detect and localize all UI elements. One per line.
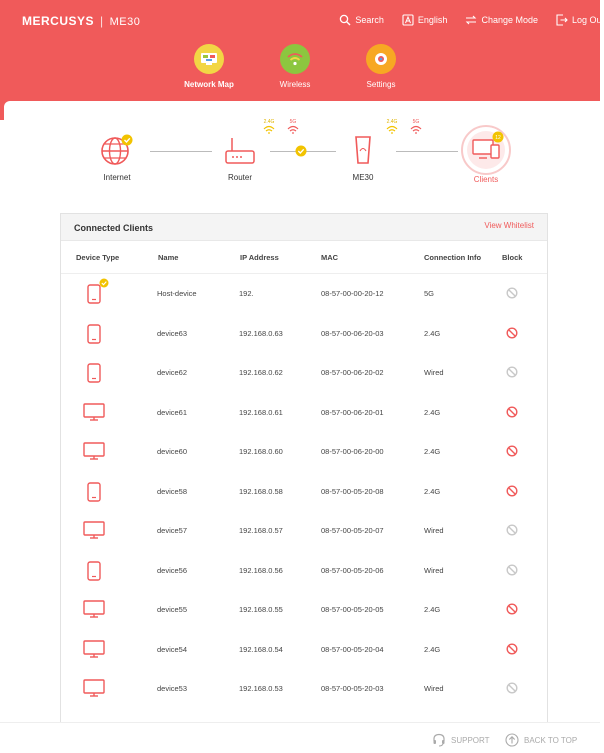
- search-icon: [339, 14, 351, 26]
- settings-gear-icon: [366, 44, 396, 74]
- desktop-icon: [83, 403, 105, 425]
- support-label: SUPPORT: [451, 735, 490, 745]
- client-mac: 08-57-00-05-20-05: [321, 605, 384, 614]
- globe-icon: [100, 133, 134, 167]
- client-ip: 192.168.0.61: [239, 407, 283, 417]
- client-name: device54: [157, 644, 188, 654]
- extender-icon: [351, 133, 375, 167]
- client-name: device58: [157, 486, 188, 496]
- block-toggle-icon[interactable]: [506, 406, 518, 418]
- internet-router-link: [150, 151, 212, 152]
- table-row: [61, 551, 547, 591]
- tab-settings[interactable]: [352, 44, 410, 100]
- table-row: [61, 353, 547, 393]
- block-toggle-icon[interactable]: [506, 564, 518, 576]
- client-connection: 2.4G: [424, 328, 441, 338]
- client-name: device62: [157, 368, 188, 377]
- client-mac: 08-57-00-06-20-02: [321, 368, 384, 377]
- client-ip: 192.168.0.60: [239, 447, 283, 456]
- table-row: [61, 511, 547, 551]
- table-header: [61, 241, 547, 274]
- client-connection: 2.4G: [424, 407, 441, 417]
- tab-wireless-label: Wireless: [279, 80, 311, 89]
- wifi-icon: [287, 125, 299, 134]
- client-connection: 2.4G: [424, 644, 441, 654]
- search-button[interactable]: [339, 14, 384, 26]
- table-row: [61, 274, 547, 314]
- client-mac: 08-57-00-05-20-07: [321, 526, 384, 535]
- block-toggle-icon[interactable]: [506, 445, 518, 457]
- extender-band-24: [385, 119, 399, 136]
- table-row: [61, 432, 547, 472]
- page-footer: [0, 722, 600, 753]
- tab-network-map-label: Network Map: [184, 80, 234, 89]
- client-name: device63: [157, 328, 188, 338]
- client-mac: 08-57-00-05-20-03: [321, 684, 384, 693]
- tab-settings-label: Settings: [366, 80, 396, 89]
- client-connection: Wired: [424, 565, 444, 575]
- client-mac: 08-57-00-06-20-00: [321, 447, 384, 456]
- headset-icon: [432, 733, 446, 747]
- block-toggle-icon[interactable]: [506, 603, 518, 615]
- client-name: device60: [157, 447, 188, 456]
- router-band-5-label: 5G: [289, 119, 297, 125]
- model-name: ME30: [109, 16, 141, 28]
- client-connection: 2.4G: [424, 447, 441, 456]
- language-label: English: [417, 15, 448, 25]
- client-connection: Wired: [424, 526, 444, 535]
- phone-icon: [87, 561, 101, 583]
- desktop-icon: [83, 442, 105, 464]
- client-connection: Wired: [424, 368, 444, 377]
- clients-node[interactable]: [460, 125, 512, 184]
- main-panel: [4, 101, 600, 753]
- tab-wireless[interactable]: [266, 44, 324, 100]
- router-band-24: [262, 119, 276, 136]
- language-button[interactable]: [402, 14, 448, 26]
- extender-node[interactable]: [340, 133, 386, 182]
- client-mac: 08-57-00-00-20-12: [321, 289, 384, 298]
- client-mac: 08-57-00-05-20-08: [321, 486, 384, 496]
- client-mac: 08-57-00-06-20-01: [321, 407, 384, 417]
- table-row: [61, 630, 547, 670]
- client-mac: 08-57-00-05-20-04: [321, 644, 384, 654]
- router-label: Router: [227, 173, 252, 182]
- network-topology: [4, 101, 600, 211]
- tab-network-map[interactable]: [180, 44, 238, 100]
- back-to-top-link[interactable]: [505, 733, 577, 747]
- block-toggle-icon[interactable]: [506, 287, 518, 299]
- extender-label: ME30: [352, 173, 374, 182]
- client-name: Host-device: [157, 289, 197, 298]
- client-name: device56: [157, 565, 188, 575]
- client-name: device53: [157, 684, 188, 693]
- client-name: device55: [157, 605, 188, 614]
- top-nav: [339, 14, 604, 26]
- card-header: [61, 214, 547, 241]
- client-ip: 192.168.0.54: [239, 644, 283, 654]
- client-connection: 2.4G: [424, 605, 441, 614]
- svg-text:12: 12: [495, 135, 501, 141]
- internet-label: Internet: [103, 173, 131, 182]
- client-ip: 192.: [239, 289, 254, 298]
- brand-name: MERCUSYS: [22, 14, 95, 28]
- desktop-icon: [83, 679, 105, 701]
- table-row: [61, 669, 547, 709]
- client-name: device61: [157, 407, 188, 417]
- client-connection: 5G: [424, 289, 435, 298]
- client-ip: 192.168.0.62: [239, 368, 283, 377]
- connected-check-icon: [295, 145, 307, 157]
- arrow-up-icon: [505, 733, 519, 747]
- router-icon: [223, 135, 257, 167]
- swap-icon: [465, 14, 477, 26]
- desktop-icon: [83, 600, 105, 622]
- extender-clients-link: [396, 151, 458, 152]
- logout-icon: [556, 14, 568, 26]
- search-label: Search: [355, 15, 384, 25]
- wifi-icon: [386, 125, 398, 134]
- col-mac: MAC: [321, 253, 339, 262]
- client-ip: 192.168.0.63: [239, 328, 283, 338]
- brand-logo: MERCUSYS | ME30: [22, 14, 141, 28]
- client-ip: 192.168.0.57: [239, 526, 283, 535]
- language-icon: [402, 14, 414, 26]
- router-node[interactable]: [216, 135, 264, 182]
- table-row: [61, 472, 547, 512]
- change-mode-button[interactable]: [465, 14, 538, 26]
- back-to-top-label: BACK TO TOP: [524, 735, 578, 745]
- client-mac: 08-57-00-06-20-03: [321, 328, 384, 338]
- internet-node[interactable]: [92, 133, 142, 182]
- logout-label: Log Out: [572, 15, 604, 25]
- extender-band-5: [409, 119, 423, 136]
- main-tabs: [180, 44, 410, 100]
- client-ip: 192.168.0.55: [239, 605, 283, 614]
- block-toggle-icon[interactable]: [506, 327, 518, 339]
- support-link[interactable]: [432, 733, 490, 747]
- client-ip: 192.168.0.56: [239, 565, 283, 575]
- client-name: device57: [157, 526, 188, 535]
- phone-icon: [87, 324, 101, 346]
- change-mode-label: Change Mode: [481, 15, 538, 25]
- wireless-icon: [280, 44, 310, 74]
- col-connection: Connection Info: [424, 253, 482, 262]
- wifi-icon: [410, 125, 422, 134]
- col-ip: IP Address: [240, 253, 279, 262]
- col-device-type: Device Type: [76, 253, 120, 262]
- block-toggle-icon[interactable]: [506, 366, 518, 378]
- client-mac: 08-57-00-05-20-06: [321, 565, 384, 575]
- client-connection: 2.4G: [424, 486, 441, 496]
- clients-icon: [460, 125, 512, 175]
- client-ip: 192.168.0.58: [239, 486, 283, 496]
- table-row: [61, 590, 547, 630]
- connected-clients-card: [60, 213, 548, 753]
- table-row: [61, 393, 547, 433]
- view-whitelist-link[interactable]: View Whitelist: [484, 221, 534, 230]
- extender-band-5-label: 5G: [412, 119, 420, 125]
- wifi-icon: [263, 125, 275, 134]
- host-badge-icon: [99, 278, 109, 290]
- phone-icon: [87, 363, 101, 385]
- card-title: Connected Clients: [74, 223, 154, 233]
- router-band-5: [286, 119, 300, 136]
- extender-band-24-label: 2.4G: [386, 119, 398, 125]
- block-toggle-icon[interactable]: [506, 682, 518, 694]
- col-name: Name: [158, 253, 179, 262]
- network-map-icon: [194, 44, 224, 74]
- client-ip: 192.168.0.53: [239, 684, 283, 693]
- desktop-icon: [83, 521, 105, 543]
- clients-table-body: [61, 274, 547, 709]
- client-connection: Wired: [424, 684, 444, 693]
- block-toggle-icon[interactable]: [506, 485, 518, 497]
- clients-label: Clients: [473, 175, 499, 184]
- block-toggle-icon[interactable]: [506, 643, 518, 655]
- table-row: [61, 314, 547, 354]
- phone-icon: [87, 482, 101, 504]
- block-toggle-icon[interactable]: [506, 524, 518, 536]
- col-block: Block: [502, 253, 523, 262]
- router-band-24-label: 2.4G: [263, 119, 275, 125]
- desktop-icon: [83, 640, 105, 662]
- logout-button[interactable]: [556, 14, 604, 26]
